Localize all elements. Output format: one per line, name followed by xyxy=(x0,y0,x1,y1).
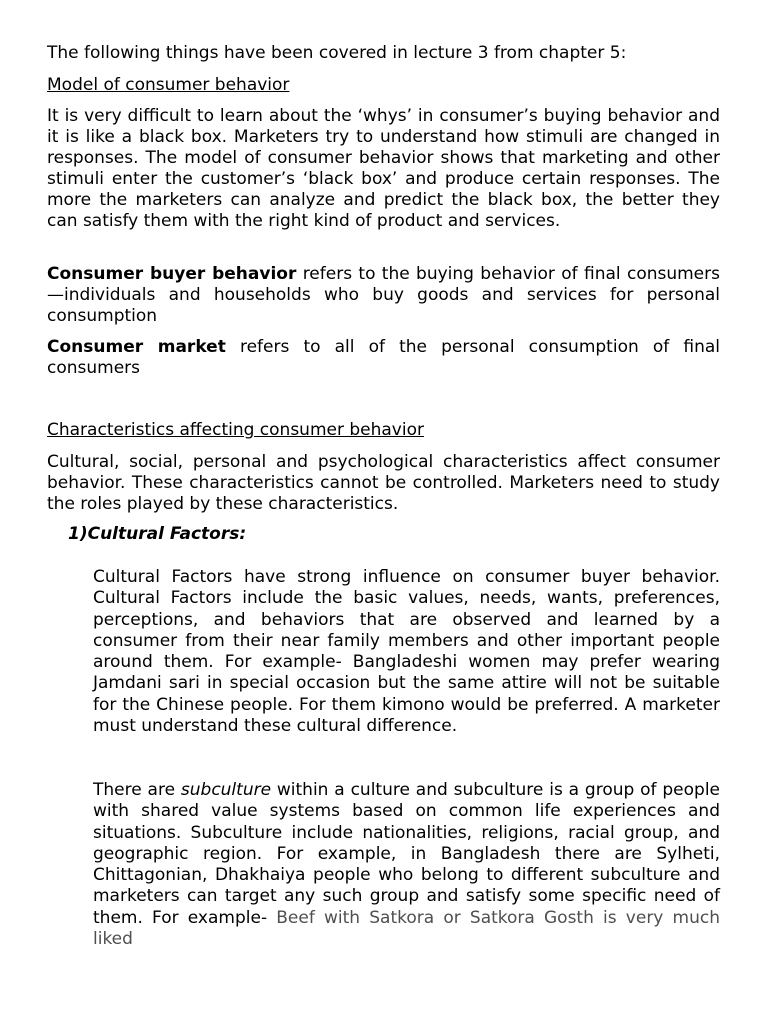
definition-text-consumer-market: refers to all of the personal consumption of final consumers xyxy=(47,337,720,378)
paragraph-characteristics: Cultural, social, personal and psychological characteristics affect consumer behavior. These characteristics cannot be controlled. Marketers need to study the roles played by these characteristics. xyxy=(47,452,720,514)
paragraph-cultural-factors: Cultural Factors have strong influence on consumer buyer behavior. Cultural Factors include the basic values, needs, wants, preferences, perceptions, and behaviors that are observed and learned by a consumer from their near family members and other important people around them. For example- Bangladeshi women may prefer wearing Jamdani sari in special occasion but the same attire will not be suitable for the Chinese people. For them kimono would be preferred. A marketer must understand these cultural difference. xyxy=(93,567,720,737)
term-consumer-market: Consumer market xyxy=(47,337,226,357)
section-heading-characteristics-text: Characteristics affecting consumer behavior xyxy=(47,420,424,440)
definition-consumer-buyer-behavior xyxy=(47,264,720,327)
section-heading-characteristics xyxy=(47,420,720,441)
subculture-text-start: There are xyxy=(93,780,181,800)
paragraph-black-box: It is very difficult to learn about the ‘whys’ in consumer’s buying behavior and it is like a black box. Marketers try to understand how stimuli are changed in responses. The model of consumer behavior shows that marketing and other stimuli enter the customer’s ‘black box’ and produce certain responses. The more the marketers can analyze and predict the black box, the better they can satisfy them with the right kind of product and services. xyxy=(47,106,720,231)
subculture-text-example: Beef with Satkora or Satkora Gosth is very much liked xyxy=(93,907,720,950)
paragraph-subculture xyxy=(93,780,720,950)
definition-consumer-market xyxy=(47,337,720,379)
section-heading-model-text: Model of consumer behavior xyxy=(47,75,290,95)
subculture-term: subculture xyxy=(180,780,272,800)
section-heading-model xyxy=(47,75,720,96)
term-consumer-buyer-behavior: Consumer buyer behavior xyxy=(47,264,297,284)
intro-line: The following things have been covered in lecture 3 from chapter 5: xyxy=(47,43,627,63)
factor-heading-cultural: 1)Cultural Factors: xyxy=(68,524,247,544)
subculture-text-middle: within a culture and subculture is a group of people with shared value systems based on common life experiences and situations. Subculture include nationalities, religions, racial group, and geographic region. For example, in Bangladesh there are Sylheti, Chittagonian, Dhakhaiya people who belong to different subculture and marketers can target any such group and satisfy some specific need of them. For example- xyxy=(93,780,720,928)
definition-text-consumer-buyer-behavior: refers to the buying behavior of final consumers—individuals and households who buy goods and services for personal consumption xyxy=(47,264,720,326)
